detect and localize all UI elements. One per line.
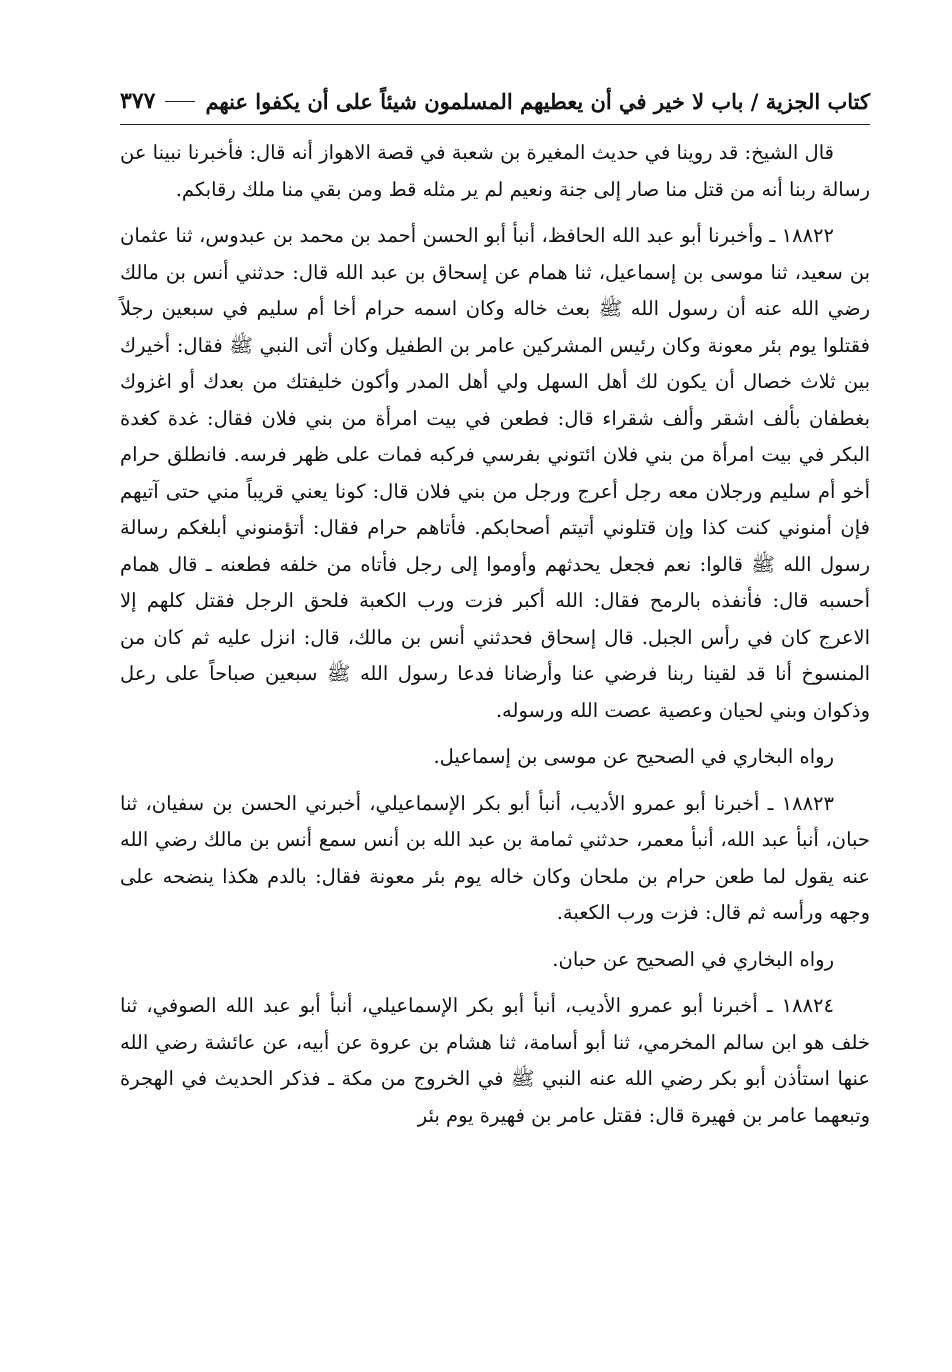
book-title: كتاب الجزية / باب لا خير في أن يعطيهم المسلمون شيئاً على أن يكفوا عنهم <box>205 88 870 114</box>
paragraph-sheikh-note: قال الشيخ: قد روينا في حديث المغيرة بن شعبة في قصة الاهواز أنه قال: فأخبرنا نبينا عن رسالة ربنا أنه من قتل منا صار إلى جنة ونعيم لم ير مثله قط ومن بقي منا ملك رقابكم. <box>120 141 870 201</box>
running-header <box>120 78 870 125</box>
hadith-18823: ١٨٨٢٣ ـ أخبرنا أبو عمرو الأديب، أنبأ أبو بكر الإسماعيلي، أخبرني الحسن بن سفيان، ثنا حبان، أنبأ عبد الله، أنبأ معمر، حدثني ثمامة بن عبد الله بن أنس سمع أنس بن مالك رضي الله عنه يقول لما طعن حرام بن ملحان وكان خاله يوم بئر معونة فقال: بالدم هكذا ينضحه على وجهه ورأسه ثم قال: فزت ورب الكعبة. <box>120 791 870 924</box>
hadith-18824: ١٨٨٢٤ ـ أخبرنا أبو عمرو الأديب، أنبأ أبو بكر الإسماعيلي، أنبأ أبو عبد الله الصوفي، ثنا خلف هو ابن سالم المخرمي، ثنا أبو أسامة، ثنا هشام بن عروة عن أبيه، عن عائشة رضي الله عنها استأذن أبو بكر رضي الله عنه النبي ﷺ في الخروج من مكة ـ فذكر الحديث في الهجرة وتبعهما عامر بن فهيرة قال: فقتل عامر بن فهيرة يوم بئر <box>120 994 870 1127</box>
riwaya-note: رواه البخاري في الصحيح عن حبان. <box>552 947 834 971</box>
hadith-18822: ١٨٨٢٢ ـ وأخبرنا أبو عبد الله الحافظ، أنبأ أبو الحسن أحمد بن محمد بن عبدوس، ثنا عثمان بن سعيد، ثنا موسى بن إسماعيل، ثنا همام عن إسحاق بن عبد الله قال: حدثني أنس بن مالك رضي الله عنه أن رسول الله ﷺ بعث خاله وكان اسمه حرام أخا أم سليم في سبعين رجلاً فقتلوا يوم بئر معونة وكان رئيس المشركين عامر بن الطفيل وكان أتى النبي ﷺ فقال: أخيرك بين ثلاث خصال أن يكون لك أهل السهل ولي أهل المدر وأكون خليفتك من بعدك أو اغزوك بغطفان بألف اشقر وألف شقراء قال: فطعن في بيت امرأة من بني فلان فقال: غدة كغدة البكر في بيت امرأة من بني فلان ائتوني بفرسي فركبه فمات على ظهر فرسه. فانطلق حرام أخو أم سليم ورجلان معه رجل أعرج ورجل من بني فلان قال: كونا يعني قريباً مني حتى آتيهم فإن أمنوني كنت كذا وإن قتلوني أتيتم أصحابكم. فأتاهم حرام فقال: أتؤمنوني أبلغكم رسالة رسول الله ﷺ قالوا: نعم فجعل يحدثهم وأوموا إلى رجل فأتاه من خلفه فطعنه ـ قال همام أحسبه قال: فأنفذه بالرمح فقال: الله أكبر فزت ورب الكعبة فلحق الرجل فقتل كلهم إلا الاعرج كان في رأس الجبل. قال إسحاق فحدثني أنس بن مالك، قال: انزل عليه ثم كان من المنسوخ أنا قد لقينا ربنا فرضي عنا وأرضانا فدعا رسول الله ﷺ سبعين صباحاً على رعل وذكوان وبني لحيان وعصية عصت الله ورسوله. <box>120 224 870 722</box>
page-body <box>120 135 870 1134</box>
book-page <box>120 78 870 1348</box>
riwaya-note: رواه البخاري في الصحيح عن موسى بن إسماعيل. <box>433 745 834 768</box>
header-rule <box>165 101 195 102</box>
page-number: ٣٧٧ <box>120 88 156 114</box>
